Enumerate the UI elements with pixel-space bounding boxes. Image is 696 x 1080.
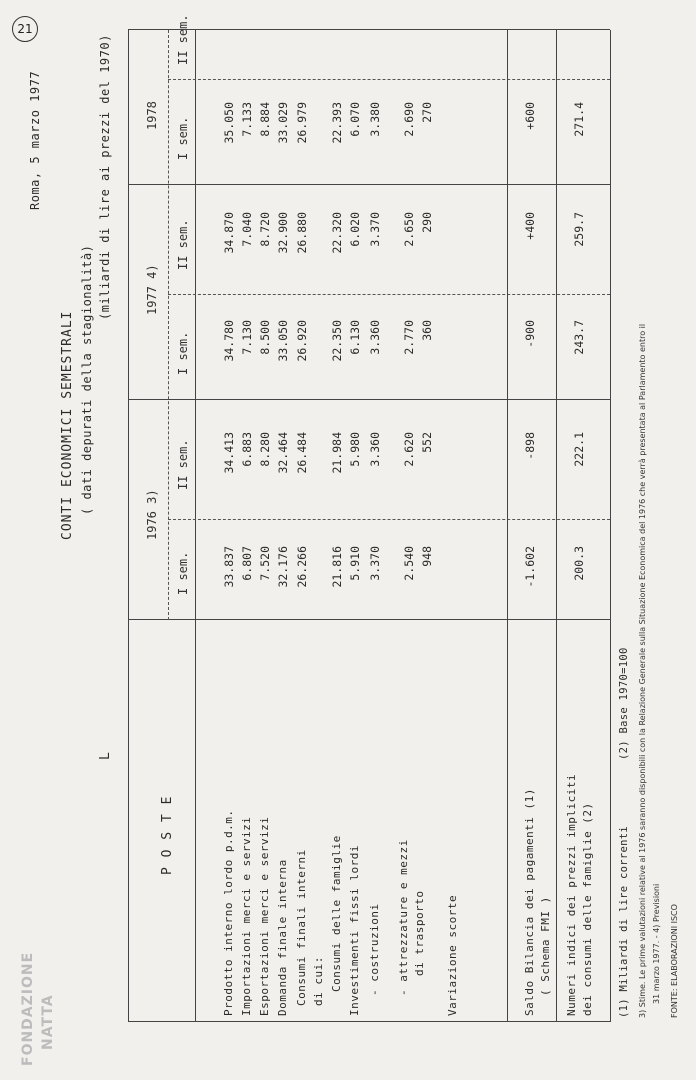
row-label-domestic-demand: Domanda finale interna	[276, 859, 289, 1016]
cell: 21.984	[330, 432, 344, 474]
cell: 33.837	[222, 546, 236, 588]
cell: 259.7	[572, 212, 586, 247]
cell: 222.1	[572, 432, 586, 467]
cell: 32.464	[276, 432, 290, 474]
sem-1976-2: II sem.	[176, 439, 190, 490]
cell: -898	[523, 432, 537, 460]
row-label-equipment: - attrezzature e mezzi	[397, 839, 410, 996]
year-divider-1978	[128, 184, 610, 185]
page-number: 21	[12, 16, 38, 42]
cell: 7.133	[240, 102, 254, 137]
cell: 32.176	[276, 546, 290, 588]
cell: 3.370	[368, 546, 382, 581]
years-divider	[168, 30, 169, 620]
table-border-bottom	[610, 30, 611, 1022]
cell: 948	[420, 546, 434, 567]
cell: 26.880	[295, 212, 309, 254]
cell: -1.602	[523, 546, 537, 588]
footnote-1: (1) Miliardi di lire correnti	[618, 825, 630, 1018]
cell: 22.350	[330, 320, 344, 362]
cell: 21.816	[330, 546, 344, 588]
cell: 6.020	[348, 212, 362, 247]
document-subtitle: ( dati depurati della stagionalità)	[80, 244, 94, 515]
cell: 2.620	[402, 432, 416, 467]
cell: 360	[420, 320, 434, 341]
row-label-investments: Investimenti fissi lordi	[348, 845, 361, 1016]
cell: 5.910	[348, 546, 362, 581]
cell: +400	[523, 212, 537, 240]
table-border-left	[128, 1021, 610, 1022]
row-label-household-consumption: Consumi delle famiglie	[330, 835, 343, 992]
row-label-equipment-2: di trasporto	[413, 890, 426, 976]
cell: +600	[523, 102, 537, 130]
cell: 7.040	[240, 212, 254, 247]
cell: 7.520	[258, 546, 272, 581]
col-divider-1	[168, 519, 610, 520]
cell: 2.690	[402, 102, 416, 137]
cell: 34.413	[222, 432, 236, 474]
footnote-2: (2) Base 1970=100	[618, 647, 630, 760]
cell: 7.130	[240, 320, 254, 355]
cell: 22.320	[330, 212, 344, 254]
cell: -900	[523, 320, 537, 348]
cell: 26.266	[295, 546, 309, 588]
cell: 6.070	[348, 102, 362, 137]
sem-1978-1: I sem.	[176, 116, 190, 160]
year-1978: 1978	[145, 101, 159, 130]
cell: 22.393	[330, 102, 344, 144]
date-line: Roma, 5 marzo 1977	[28, 70, 42, 210]
cell: 2.770	[402, 320, 416, 355]
row-label-balance: Saldo Bilancia dei pagamenti (1)	[523, 788, 536, 1016]
cell: 26.920	[295, 320, 309, 362]
year-divider-1977	[128, 399, 610, 400]
cell: 8.280	[258, 432, 272, 467]
cell: 33.050	[276, 320, 290, 362]
sem-1977-1: I sem.	[176, 331, 190, 375]
cell: 35.050	[222, 102, 236, 144]
cell: 270	[420, 102, 434, 123]
cell: 3.360	[368, 320, 382, 355]
initial-mark: L	[98, 751, 113, 760]
cell: 6.130	[348, 320, 362, 355]
cell: 8.884	[258, 102, 272, 137]
cell: 3.370	[368, 212, 382, 247]
row-label-final-consumption: Consumi finali interni	[295, 849, 308, 1006]
cell: 26.484	[295, 432, 309, 474]
units-note: (miliardi di lire ai prezzi del 1970)	[98, 34, 112, 320]
cell: 3.380	[368, 102, 382, 137]
balance-divider-top	[507, 30, 508, 1022]
cell: 33.029	[276, 102, 290, 144]
header-divider	[195, 30, 196, 1022]
year-1976: 1976 3)	[145, 489, 159, 540]
cell: 243.7	[572, 320, 586, 355]
cell: 5.980	[348, 432, 362, 467]
row-label-imports: Importazioni merci e servizi	[240, 816, 253, 1016]
watermark-line-1: FONDAZIONE	[20, 951, 36, 1066]
cell: 290	[420, 212, 434, 233]
cell: 34.780	[222, 320, 236, 362]
row-label-exports: Esportazioni merci e servizi	[258, 816, 271, 1016]
row-label-pil: Prodotto interno lordo p.d.m.	[222, 809, 235, 1016]
watermark-line-2: NATTA	[40, 994, 56, 1050]
row-label-price-index-2: dei consumi delle famiglie (2)	[581, 802, 594, 1016]
cell: 34.870	[222, 212, 236, 254]
row-label-construction: - costruzioni	[368, 903, 381, 996]
cell: 6.807	[240, 546, 254, 581]
row-label-price-index: Numeri indici dei prezzi impliciti	[565, 773, 578, 1016]
cell: 26.979	[295, 102, 309, 144]
row-label-balance-2: ( Schema FMI )	[539, 896, 552, 996]
row-label-of-which: di cui:	[312, 956, 325, 1006]
document-title: CONTI ECONOMICI SEMESTRALI	[60, 310, 75, 540]
balance-divider-bottom	[556, 30, 557, 1022]
cell: 2.540	[402, 546, 416, 581]
cell: 2.650	[402, 212, 416, 247]
cell: 271.4	[572, 102, 586, 137]
table-border-top	[128, 30, 129, 1022]
cell: 200.3	[572, 546, 586, 581]
source-line: FONTE: ELABORAZIONI ISCO	[670, 904, 679, 1018]
poste-header: P O S T E	[160, 795, 175, 875]
col-divider-5	[168, 79, 610, 80]
footnote-3-cont: 31 marzo 1977. - 4) Previsioni	[652, 883, 661, 1004]
col-divider-3	[168, 294, 610, 295]
sem-1977-2: II sem.	[176, 219, 190, 270]
year-1977: 1977 4)	[145, 264, 159, 315]
poste-column-divider	[128, 619, 610, 620]
cell: 8.500	[258, 320, 272, 355]
table-border-right	[128, 29, 610, 30]
sem-1978-2: II sem.	[176, 14, 190, 65]
cell: 552	[420, 432, 434, 453]
cell: 8.720	[258, 212, 272, 247]
cell: 6.883	[240, 432, 254, 467]
row-label-inventory: Variazione scorte	[446, 894, 459, 1016]
cell: 32.900	[276, 212, 290, 254]
cell: 3.360	[368, 432, 382, 467]
footnote-3: 3) Stime. Le prime valutazioni relative al 1976 saranno disponibili con la Relazione Generale sulla Situazione Economica del 1976 che verrà presentata al Parlamento entro il	[638, 323, 647, 1018]
sem-1976-1: I sem.	[176, 551, 190, 595]
